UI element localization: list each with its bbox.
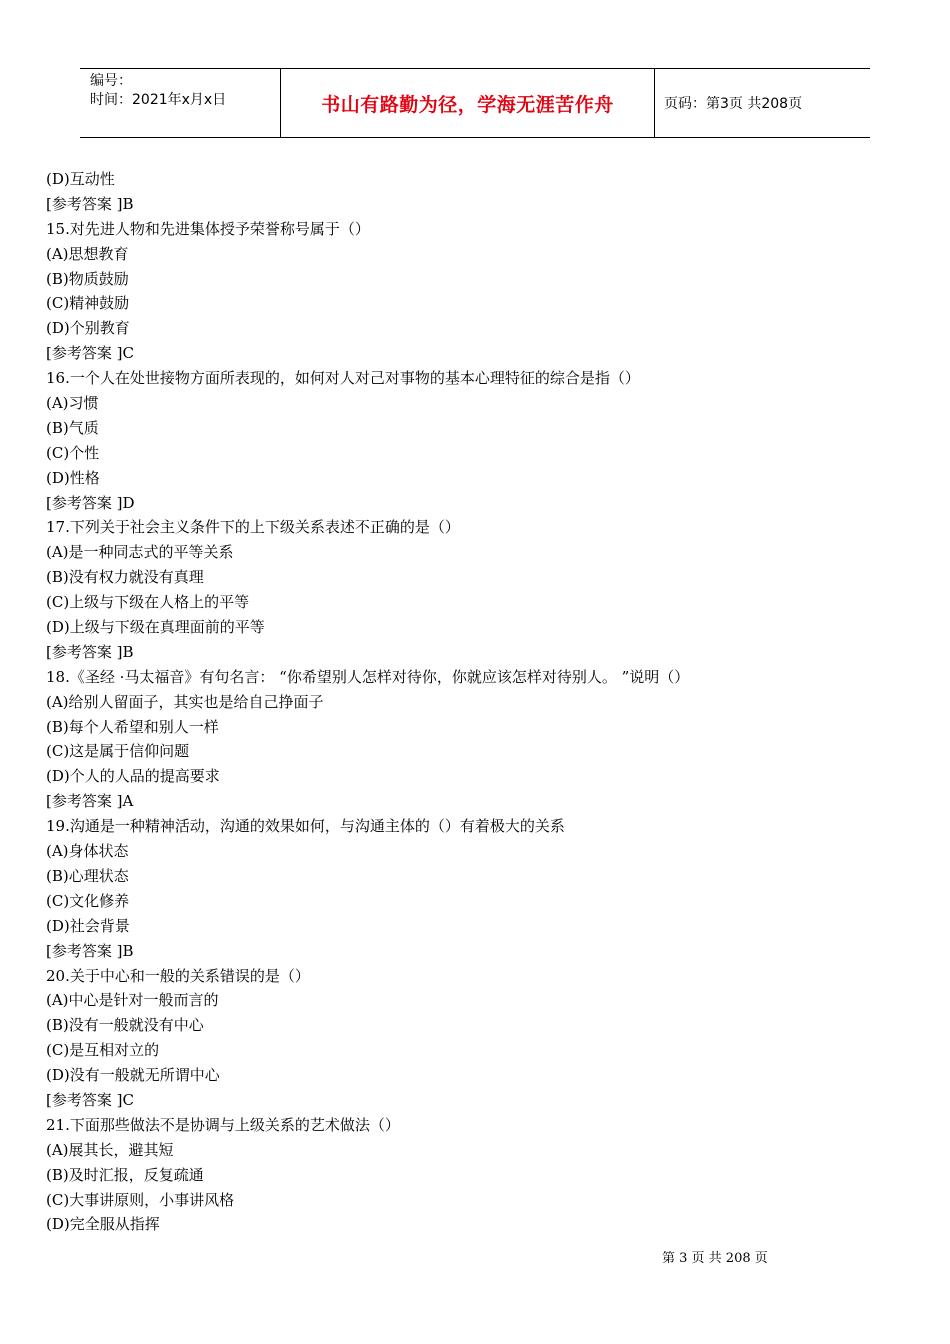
question-line: 18.《圣经 ·马太福音》有句名言： “你希望别人怎样对待你，你就应该怎样对待别人。 ”说明（）	[46, 667, 690, 686]
answer-line: [参考答案 ]B	[46, 194, 134, 213]
option-line: (C)上级与下级在人格上的平等	[46, 593, 250, 612]
option-line: (A)思想教育	[46, 244, 129, 263]
answer-line: [参考答案 ]C	[46, 1090, 134, 1109]
answer-line: [参考答案 ]A	[46, 792, 134, 811]
option-line: (B)没有一般就没有中心	[46, 1016, 204, 1035]
document-body	[46, 167, 866, 1237]
motto: 书山有路勤为径，学海无涯苦作舟	[321, 93, 614, 116]
header-page-cell	[655, 69, 870, 137]
option-line: (B)物质鼓励	[46, 269, 129, 288]
option-line: (D)没有一般就无所谓中心	[46, 1066, 220, 1085]
question-line: 20.关于中心和一般的关系错误的是（）	[46, 966, 310, 985]
option-line: (D)个人的人品的提高要求	[46, 767, 220, 786]
option-line: (A)身体状态	[46, 842, 129, 861]
question-line: 19.沟通是一种精神活动，沟通的效果如何，与沟通主体的（）有着极大的关系	[46, 817, 565, 836]
answer-line: [参考答案 ]D	[46, 493, 135, 512]
option-line: (B)心理状态	[46, 866, 129, 885]
option-line: (D)个别教育	[46, 319, 130, 338]
option-line: (D)完全服从指挥	[46, 1215, 160, 1234]
question-line: 21.下面那些做法不是协调与上级关系的艺术做法（）	[46, 1115, 400, 1134]
question-line: 17.下列关于社会主义条件下的上下级关系表述不正确的是（）	[46, 518, 460, 537]
option-line: (C)文化修养	[46, 891, 130, 910]
option-line: (C)个性	[46, 443, 100, 462]
header-meta-cell	[80, 69, 281, 137]
option-line: (A)中心是针对一般而言的	[46, 991, 219, 1010]
answer-line: [参考答案 ]C	[46, 344, 134, 363]
option-line: (B)没有权力就没有真理	[46, 568, 204, 587]
page-header	[80, 68, 870, 138]
answer-line: [参考答案 ]B	[46, 642, 134, 661]
page-footer: 第 3 页 共 208 页	[662, 1251, 768, 1266]
option-line: (B)每个人希望和别人一样	[46, 717, 219, 736]
option-line: (D)社会背景	[46, 916, 130, 935]
option-line: (B)及时汇报，反复疏通	[46, 1165, 204, 1184]
option-line: (A)展其长，避其短	[46, 1140, 174, 1159]
option-line: (B)气质	[46, 418, 99, 437]
option-line: (A)给别人留面子，其实也是给自己挣面子	[46, 692, 324, 711]
number-label: 编号：	[90, 73, 132, 89]
question-line: 16.一个人在处世接物方面所表现的，如何对人对己对事物的基本心理特征的综合是指（）	[46, 369, 640, 388]
answer-line: [参考答案 ]B	[46, 941, 134, 960]
option-line: (A)习惯	[46, 394, 99, 413]
option-line: (D)互动性	[46, 170, 115, 188]
option-line: (C)是互相对立的	[46, 1041, 160, 1060]
option-line: (D)上级与下级在真理面前的平等	[46, 618, 265, 637]
header-motto-cell	[281, 69, 655, 137]
option-line: (C)精神鼓励	[46, 294, 130, 313]
question-line: 15.对先进人物和先进集体授予荣誉称号属于（）	[46, 219, 370, 238]
option-line: (C)这是属于信仰问题	[46, 742, 190, 761]
page-info: 页码：第3页 共208页	[664, 96, 803, 112]
option-line: (D)性格	[46, 468, 100, 487]
option-line: (C)大事讲原则，小事讲风格	[46, 1190, 235, 1209]
option-line: (A)是一种同志式的平等关系	[46, 543, 234, 562]
time-label: 时间：2021年x月x日	[90, 92, 227, 108]
